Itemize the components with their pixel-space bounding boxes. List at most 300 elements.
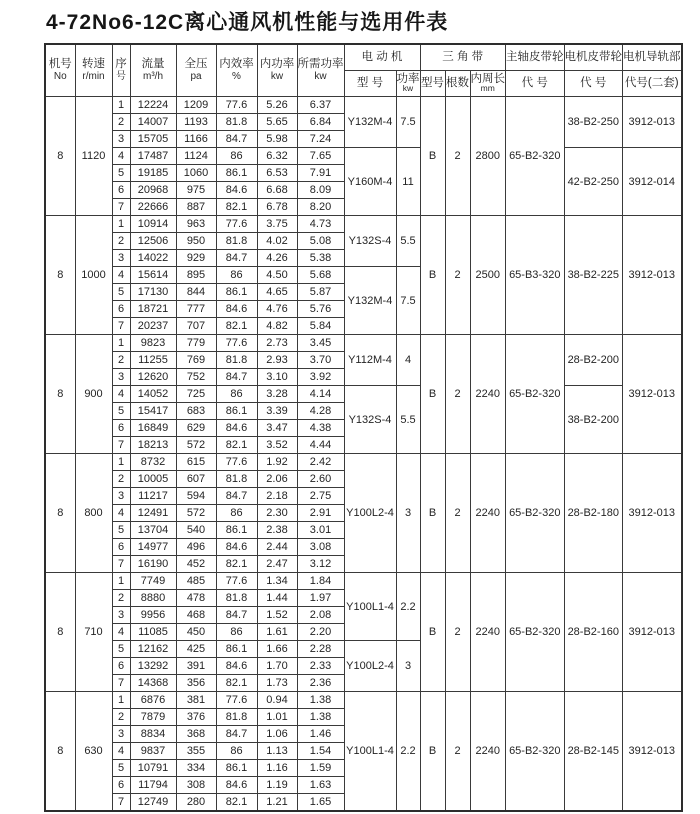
header-efficiency-unit: %: [232, 71, 241, 83]
efficiency-cell: 81.8: [216, 233, 257, 250]
seq-cell: 1: [112, 335, 130, 352]
header-main-pulley-group: 主轴皮带轮: [506, 44, 565, 71]
rail-cell: 3912-013: [623, 573, 682, 692]
seq-cell: 1: [112, 692, 130, 709]
belt-type-cell: B: [420, 692, 445, 812]
efficiency-cell: 84.6: [216, 182, 257, 199]
flow-cell: 20237: [130, 318, 176, 335]
efficiency-cell: 81.8: [216, 114, 257, 131]
required-power-cell: 3.08: [297, 539, 344, 556]
seq-cell: 6: [112, 182, 130, 199]
efficiency-cell: 81.8: [216, 471, 257, 488]
required-power-cell: 1.59: [297, 760, 344, 777]
internal-power-cell: 6.32: [257, 148, 297, 165]
flow-cell: 7879: [130, 709, 176, 726]
pressure-cell: 478: [176, 590, 216, 607]
flow-cell: 13292: [130, 658, 176, 675]
motor-power-cell: 3: [396, 641, 420, 692]
seq-cell: 5: [112, 522, 130, 539]
belt-length-cell: 2240: [470, 335, 506, 454]
internal-power-cell: 1.13: [257, 743, 297, 760]
required-power-cell: 1.63: [297, 777, 344, 794]
efficiency-cell: 77.6: [216, 335, 257, 352]
pressure-cell: 540: [176, 522, 216, 539]
seq-cell: 2: [112, 471, 130, 488]
required-power-cell: 5.68: [297, 267, 344, 284]
flow-cell: 9956: [130, 607, 176, 624]
required-power-cell: 1.84: [297, 573, 344, 590]
required-power-cell: 7.65: [297, 148, 344, 165]
main-pulley-cell: 65-B3-320: [506, 216, 565, 335]
pressure-cell: 452: [176, 556, 216, 573]
flow-cell: 12224: [130, 97, 176, 114]
speed-cell: 630: [75, 692, 112, 812]
pressure-cell: 615: [176, 454, 216, 471]
internal-power-cell: 4.76: [257, 301, 297, 318]
required-power-cell: 1.38: [297, 692, 344, 709]
internal-power-cell: 6.53: [257, 165, 297, 182]
header-machine-no-label: 机号: [48, 58, 72, 71]
required-power-cell: 4.44: [297, 437, 344, 454]
internal-power-cell: 3.52: [257, 437, 297, 454]
internal-power-cell: 4.65: [257, 284, 297, 301]
flow-cell: 17487: [130, 148, 176, 165]
motor-model-cell: Y100L2-4: [344, 454, 396, 573]
motor-power-cell: 7.5: [396, 97, 420, 148]
seq-cell: 7: [112, 794, 130, 812]
pressure-cell: 391: [176, 658, 216, 675]
efficiency-cell: 82.1: [216, 437, 257, 454]
internal-power-cell: 2.47: [257, 556, 297, 573]
pressure-cell: 1060: [176, 165, 216, 182]
internal-power-cell: 2.38: [257, 522, 297, 539]
seq-cell: 6: [112, 301, 130, 318]
required-power-cell: 1.54: [297, 743, 344, 760]
speed-cell: 1120: [75, 97, 112, 216]
machine-no-cell: 8: [45, 454, 75, 573]
internal-power-cell: 0.94: [257, 692, 297, 709]
efficiency-cell: 84.7: [216, 369, 257, 386]
internal-power-cell: 4.26: [257, 250, 297, 267]
seq-cell: 5: [112, 165, 130, 182]
table-row: [45, 692, 682, 709]
flow-cell: 11794: [130, 777, 176, 794]
motor-model-cell: Y160M-4: [344, 148, 396, 216]
motor-model-cell: Y132S-4: [344, 216, 396, 267]
efficiency-cell: 86.1: [216, 403, 257, 420]
required-power-cell: 7.91: [297, 165, 344, 182]
rail-cell: 3912-013: [623, 216, 682, 335]
flow-cell: 14022: [130, 250, 176, 267]
flow-cell: 14007: [130, 114, 176, 131]
flow-cell: 14977: [130, 539, 176, 556]
header-motor-power-label: 功率: [396, 73, 420, 85]
required-power-cell: 2.91: [297, 505, 344, 522]
header-motor-power-unit: kw: [402, 83, 414, 94]
main-pulley-cell: 65-B2-320: [506, 454, 565, 573]
required-power-cell: 2.33: [297, 658, 344, 675]
motor-model-cell: Y112M-4: [344, 335, 396, 386]
flow-cell: 19185: [130, 165, 176, 182]
flow-cell: 15417: [130, 403, 176, 420]
belt-length-cell: 2500: [470, 216, 506, 335]
seq-cell: 1: [112, 216, 130, 233]
motor-pulley-cell: 28-B2-180: [564, 454, 623, 573]
efficiency-cell: 86: [216, 267, 257, 284]
header-main-pulley-code: 代 号: [506, 71, 565, 97]
flow-cell: 11255: [130, 352, 176, 369]
speed-cell: 900: [75, 335, 112, 454]
required-power-cell: 5.76: [297, 301, 344, 318]
efficiency-cell: 77.6: [216, 216, 257, 233]
internal-power-cell: 3.39: [257, 403, 297, 420]
seq-cell: 3: [112, 488, 130, 505]
main-pulley-cell: 65-B2-320: [506, 97, 565, 216]
flow-cell: 14052: [130, 386, 176, 403]
flow-cell: 12491: [130, 505, 176, 522]
main-pulley-cell: 65-B2-320: [506, 573, 565, 692]
header-required-power-label: 所需功率: [297, 58, 344, 71]
pressure-cell: 752: [176, 369, 216, 386]
seq-cell: 4: [112, 505, 130, 522]
internal-power-cell: 1.70: [257, 658, 297, 675]
header-seq: [112, 44, 130, 97]
pressure-cell: 468: [176, 607, 216, 624]
seq-cell: 4: [112, 386, 130, 403]
belt-type-cell: B: [420, 216, 445, 335]
pressure-cell: 355: [176, 743, 216, 760]
header-pressure-label: 全压: [184, 58, 208, 71]
belt-type-cell: B: [420, 573, 445, 692]
efficiency-cell: 81.8: [216, 590, 257, 607]
seq-cell: 2: [112, 233, 130, 250]
header-seq-label2: 号: [116, 71, 126, 83]
required-power-cell: 2.28: [297, 641, 344, 658]
efficiency-cell: 84.6: [216, 777, 257, 794]
motor-pulley-cell: 38-B2-200: [564, 386, 623, 454]
internal-power-cell: 2.44: [257, 539, 297, 556]
flow-cell: 9823: [130, 335, 176, 352]
seq-cell: 5: [112, 641, 130, 658]
required-power-cell: 3.01: [297, 522, 344, 539]
main-pulley-cell: 65-B2-320: [506, 335, 565, 454]
required-power-cell: 1.38: [297, 709, 344, 726]
required-power-cell: 5.84: [297, 318, 344, 335]
efficiency-cell: 84.7: [216, 726, 257, 743]
rail-cell: 3912-013: [623, 454, 682, 573]
pressure-cell: 308: [176, 777, 216, 794]
pressure-cell: 334: [176, 760, 216, 777]
flow-cell: 14368: [130, 675, 176, 692]
pressure-cell: 356: [176, 675, 216, 692]
pressure-cell: 607: [176, 471, 216, 488]
required-power-cell: 8.20: [297, 199, 344, 216]
pressure-cell: 594: [176, 488, 216, 505]
header-rail-code: 代号(二套): [623, 71, 682, 97]
pressure-cell: 683: [176, 403, 216, 420]
seq-cell: 3: [112, 250, 130, 267]
internal-power-cell: 3.10: [257, 369, 297, 386]
required-power-cell: 6.84: [297, 114, 344, 131]
machine-no-cell: 8: [45, 97, 75, 216]
table-row: [45, 148, 682, 165]
header-machine-no-unit: No: [53, 71, 67, 83]
flow-cell: 17130: [130, 284, 176, 301]
internal-power-cell: 1.19: [257, 777, 297, 794]
flow-cell: 12506: [130, 233, 176, 250]
efficiency-cell: 86: [216, 624, 257, 641]
header-efficiency: [216, 44, 257, 97]
required-power-cell: 3.12: [297, 556, 344, 573]
efficiency-cell: 86.1: [216, 760, 257, 777]
required-power-cell: 5.38: [297, 250, 344, 267]
belt-length-cell: 2240: [470, 573, 506, 692]
internal-power-cell: 2.18: [257, 488, 297, 505]
header-belt-length: [470, 71, 506, 97]
flow-cell: 11085: [130, 624, 176, 641]
seq-cell: 7: [112, 556, 130, 573]
efficiency-cell: 84.6: [216, 301, 257, 318]
internal-power-cell: 2.30: [257, 505, 297, 522]
flow-cell: 10791: [130, 760, 176, 777]
pressure-cell: 963: [176, 216, 216, 233]
belt-count-cell: 2: [445, 216, 470, 335]
internal-power-cell: 5.65: [257, 114, 297, 131]
seq-cell: 7: [112, 675, 130, 692]
seq-cell: 6: [112, 658, 130, 675]
header-seq-label: 序: [115, 58, 127, 71]
pressure-cell: 280: [176, 794, 216, 812]
required-power-cell: 2.60: [297, 471, 344, 488]
motor-model-cell: Y132M-4: [344, 267, 396, 335]
flow-cell: 9837: [130, 743, 176, 760]
belt-type-cell: B: [420, 335, 445, 454]
belt-count-cell: 2: [445, 335, 470, 454]
pressure-cell: 381: [176, 692, 216, 709]
seq-cell: 2: [112, 709, 130, 726]
pressure-cell: 368: [176, 726, 216, 743]
required-power-cell: 6.37: [297, 97, 344, 114]
efficiency-cell: 82.1: [216, 556, 257, 573]
seq-cell: 3: [112, 726, 130, 743]
motor-power-cell: 11: [396, 148, 420, 216]
internal-power-cell: 3.75: [257, 216, 297, 233]
header-required-power: [297, 44, 344, 97]
required-power-cell: 4.14: [297, 386, 344, 403]
pressure-cell: 376: [176, 709, 216, 726]
required-power-cell: 2.20: [297, 624, 344, 641]
pressure-cell: 572: [176, 437, 216, 454]
table-row: [45, 386, 682, 403]
pressure-cell: 779: [176, 335, 216, 352]
flow-cell: 11217: [130, 488, 176, 505]
required-power-cell: 2.08: [297, 607, 344, 624]
seq-cell: 5: [112, 760, 130, 777]
seq-cell: 5: [112, 403, 130, 420]
internal-power-cell: 1.44: [257, 590, 297, 607]
header-motor-pulley-code: 代 号: [564, 71, 623, 97]
flow-cell: 13704: [130, 522, 176, 539]
efficiency-cell: 86.1: [216, 522, 257, 539]
header-pressure-unit: pa: [190, 71, 202, 83]
internal-power-cell: 5.98: [257, 131, 297, 148]
seq-cell: 2: [112, 590, 130, 607]
header-required-power-unit: kw: [314, 71, 327, 83]
required-power-cell: 2.42: [297, 454, 344, 471]
efficiency-cell: 84.7: [216, 607, 257, 624]
motor-pulley-cell: 28-B2-200: [564, 335, 623, 386]
header-flow: [130, 44, 176, 97]
header-machine-no: [45, 44, 75, 97]
flow-cell: 8732: [130, 454, 176, 471]
belt-count-cell: 2: [445, 454, 470, 573]
required-power-cell: 4.38: [297, 420, 344, 437]
efficiency-cell: 77.6: [216, 573, 257, 590]
motor-pulley-cell: 28-B2-145: [564, 692, 623, 812]
internal-power-cell: 1.06: [257, 726, 297, 743]
pressure-cell: 572: [176, 505, 216, 522]
internal-power-cell: 1.34: [257, 573, 297, 590]
seq-cell: 1: [112, 454, 130, 471]
seq-cell: 3: [112, 607, 130, 624]
pressure-cell: 485: [176, 573, 216, 590]
motor-power-cell: 2.2: [396, 692, 420, 812]
table-row: [45, 573, 682, 590]
internal-power-cell: 1.01: [257, 709, 297, 726]
required-power-cell: 3.45: [297, 335, 344, 352]
required-power-cell: 4.28: [297, 403, 344, 420]
header-speed-label: 转速: [82, 58, 105, 71]
flow-cell: 18213: [130, 437, 176, 454]
pressure-cell: 629: [176, 420, 216, 437]
efficiency-cell: 86.1: [216, 165, 257, 182]
required-power-cell: 2.36: [297, 675, 344, 692]
rail-cell: 3912-013: [623, 335, 682, 454]
required-power-cell: 4.73: [297, 216, 344, 233]
pressure-cell: 769: [176, 352, 216, 369]
belt-count-cell: 2: [445, 692, 470, 812]
header-motor-group: 电 动 机: [344, 44, 420, 71]
seq-cell: 7: [112, 199, 130, 216]
internal-power-cell: 3.47: [257, 420, 297, 437]
motor-model-cell: Y100L1-4: [344, 573, 396, 641]
efficiency-cell: 82.1: [216, 318, 257, 335]
flow-cell: 8880: [130, 590, 176, 607]
pressure-cell: 496: [176, 539, 216, 556]
internal-power-cell: 1.52: [257, 607, 297, 624]
header-flow-unit: m³/h: [143, 71, 163, 83]
seq-cell: 3: [112, 369, 130, 386]
seq-cell: 5: [112, 284, 130, 301]
motor-pulley-cell: 38-B2-250: [564, 97, 623, 148]
efficiency-cell: 84.6: [216, 539, 257, 556]
pressure-cell: 1209: [176, 97, 216, 114]
pressure-cell: 929: [176, 250, 216, 267]
required-power-cell: 1.97: [297, 590, 344, 607]
efficiency-cell: 84.7: [216, 250, 257, 267]
internal-power-cell: 4.82: [257, 318, 297, 335]
required-power-cell: 1.46: [297, 726, 344, 743]
pressure-cell: 450: [176, 624, 216, 641]
seq-cell: 7: [112, 318, 130, 335]
pressure-cell: 844: [176, 284, 216, 301]
required-power-cell: 5.87: [297, 284, 344, 301]
seq-cell: 4: [112, 743, 130, 760]
header-speed: [75, 44, 112, 97]
internal-power-cell: 4.02: [257, 233, 297, 250]
flow-cell: 16190: [130, 556, 176, 573]
internal-power-cell: 6.78: [257, 199, 297, 216]
efficiency-cell: 82.1: [216, 675, 257, 692]
efficiency-cell: 86.1: [216, 284, 257, 301]
internal-power-cell: 3.28: [257, 386, 297, 403]
required-power-cell: 7.24: [297, 131, 344, 148]
efficiency-cell: 86.1: [216, 641, 257, 658]
table-row: [45, 216, 682, 233]
header-belt-count: 根数: [445, 71, 470, 97]
internal-power-cell: 1.73: [257, 675, 297, 692]
efficiency-cell: 81.8: [216, 352, 257, 369]
efficiency-cell: 86: [216, 386, 257, 403]
efficiency-cell: 77.6: [216, 454, 257, 471]
flow-cell: 18721: [130, 301, 176, 318]
header-motor-power: [396, 71, 420, 97]
internal-power-cell: 4.50: [257, 267, 297, 284]
motor-model-cell: Y132M-4: [344, 97, 396, 148]
seq-cell: 6: [112, 420, 130, 437]
header-speed-unit: r/min: [82, 71, 105, 83]
pressure-cell: 1193: [176, 114, 216, 131]
table-row: [45, 454, 682, 471]
rail-cell: 3912-013: [623, 97, 682, 148]
belt-length-cell: 2800: [470, 97, 506, 216]
internal-power-cell: 1.21: [257, 794, 297, 812]
flow-cell: 15705: [130, 131, 176, 148]
rail-cell: 3912-013: [623, 692, 682, 812]
machine-no-cell: 8: [45, 692, 75, 812]
page-title: 4-72No6-12C离心通风机性能与选用件表: [46, 11, 449, 34]
speed-cell: 710: [75, 573, 112, 692]
seq-cell: 4: [112, 624, 130, 641]
header-internal-power-label: 内功率: [259, 58, 295, 71]
seq-cell: 6: [112, 777, 130, 794]
seq-cell: 2: [112, 352, 130, 369]
required-power-cell: 1.65: [297, 794, 344, 812]
pressure-cell: 1124: [176, 148, 216, 165]
seq-cell: 4: [112, 148, 130, 165]
table-header: [45, 44, 682, 97]
seq-cell: 6: [112, 539, 130, 556]
pressure-cell: 725: [176, 386, 216, 403]
motor-power-cell: 3: [396, 454, 420, 573]
header-rail-group: 电机导轨部: [623, 44, 682, 71]
pressure-cell: 425: [176, 641, 216, 658]
efficiency-cell: 84.6: [216, 420, 257, 437]
motor-model-cell: Y132S-4: [344, 386, 396, 454]
pressure-cell: 895: [176, 267, 216, 284]
header-efficiency-label: 内效率: [219, 58, 254, 71]
main-pulley-cell: 65-B2-320: [506, 692, 565, 812]
table-row: [45, 335, 682, 352]
efficiency-cell: 86: [216, 148, 257, 165]
motor-power-cell: 7.5: [396, 267, 420, 335]
motor-pulley-cell: 28-B2-160: [564, 573, 623, 692]
seq-cell: 4: [112, 267, 130, 284]
motor-power-cell: 4: [396, 335, 420, 386]
efficiency-cell: 77.6: [216, 97, 257, 114]
pressure-cell: 707: [176, 318, 216, 335]
flow-cell: 20968: [130, 182, 176, 199]
